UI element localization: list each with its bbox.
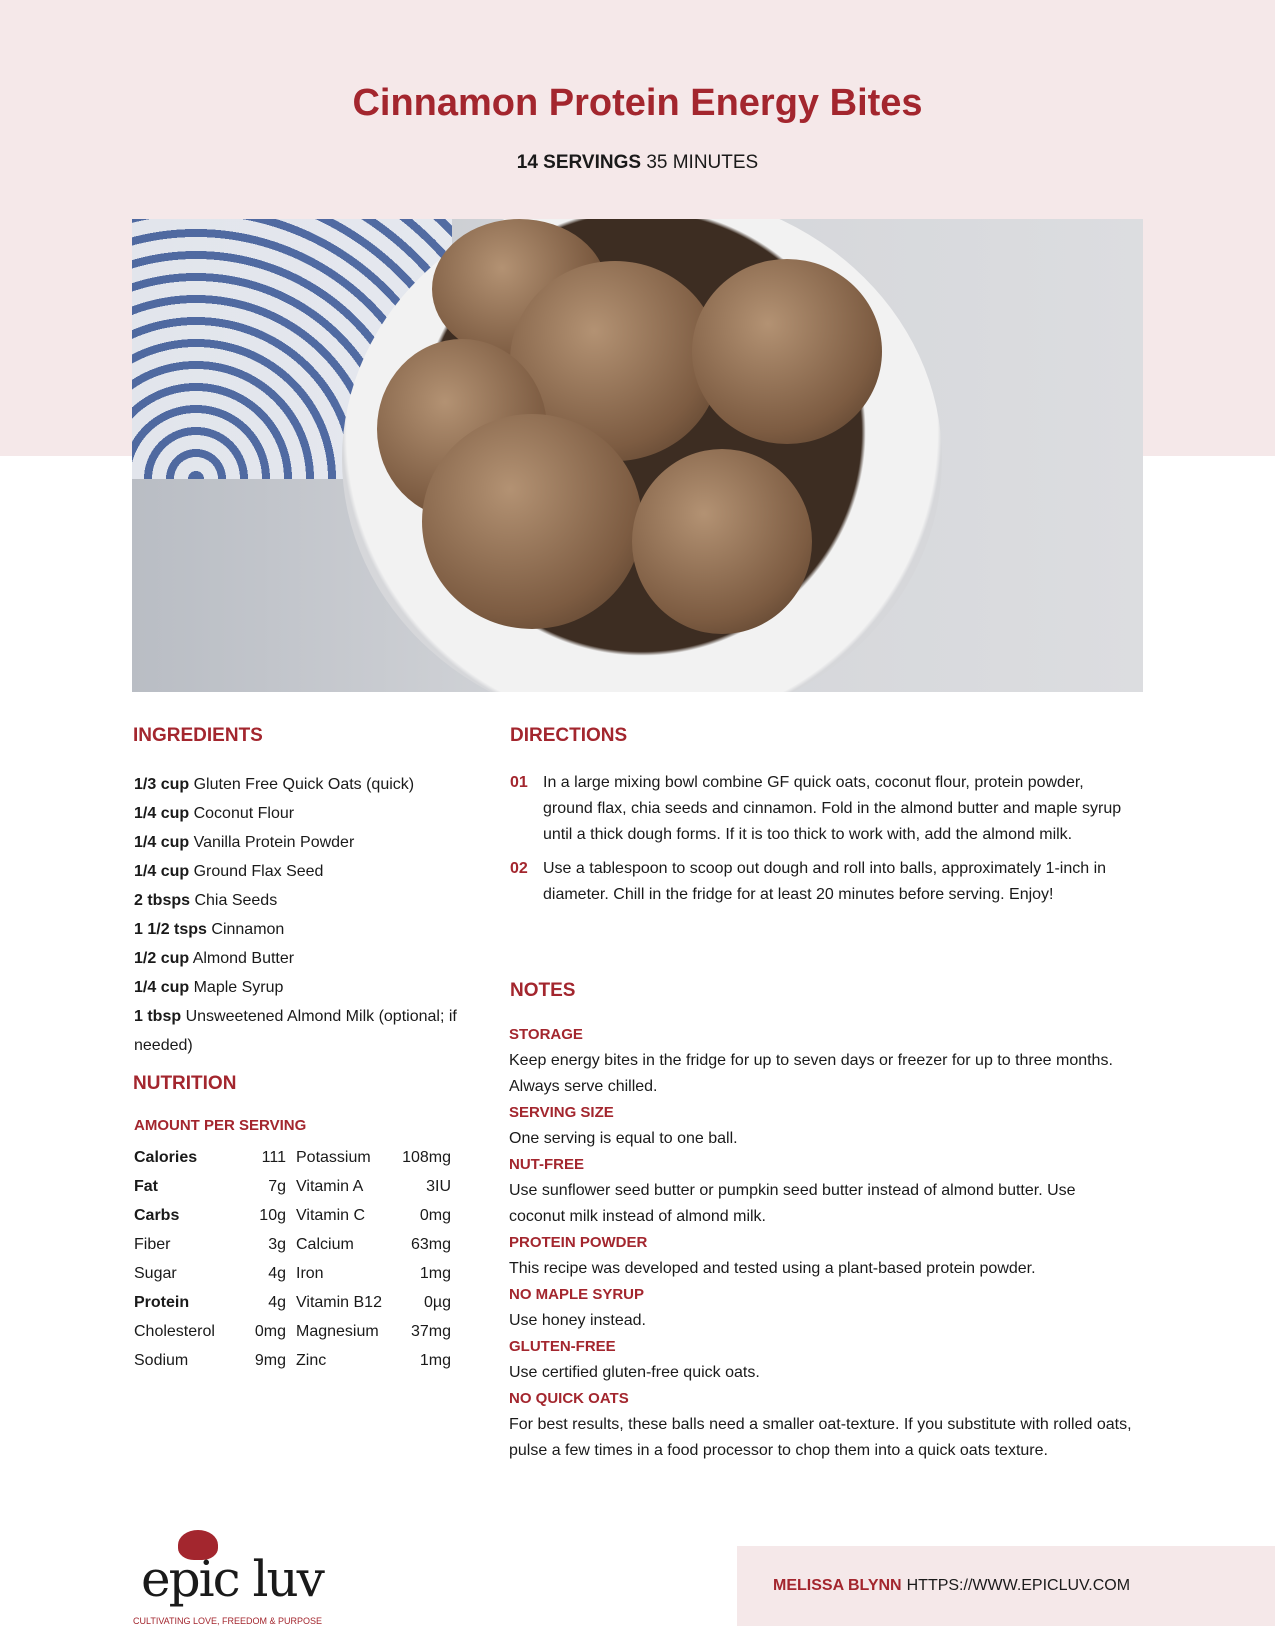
step-text: In a large mixing bowl combine GF quick oats, coconut flour, protein powder, ground flax, chia seeds and cinnamon. Fold in the almond butter and maple syrup until a thick dough forms. If it is too thick to work with, add the almond milk.	[543, 774, 1122, 843]
note	[509, 1022, 1134, 1100]
nutrient-value: 111	[261, 1148, 286, 1166]
logo-tagline: CULTIVATING LOVE, FREEDOM & PURPOSE	[133, 1616, 323, 1626]
nutrient-label: Sodium	[134, 1351, 189, 1369]
note	[509, 1386, 1134, 1464]
notes-list	[509, 1022, 1134, 1464]
ingredient-name: Chia Seeds	[194, 892, 278, 909]
directions-list	[510, 770, 1130, 916]
ingredient-qty: 2 tbsps	[134, 892, 191, 909]
nutrient-label: Magnesium	[296, 1322, 379, 1340]
recipe-meta	[0, 152, 1275, 174]
note-heading: NUT-FREE	[509, 1156, 584, 1173]
nutrient-label: Cholesterol	[134, 1322, 215, 1340]
ingredient-qty: 1 tbsp	[134, 1008, 182, 1025]
recipe-title: Cinnamon Protein Energy Bites	[352, 82, 923, 124]
note-heading: GLUTEN-FREE	[509, 1338, 616, 1355]
nutrition-table	[134, 1143, 451, 1375]
nutrient-value: 1mg	[419, 1264, 451, 1282]
nutrition-row	[134, 1143, 451, 1172]
nutrient-label: Zinc	[296, 1351, 327, 1369]
nutrient-value: 4g	[268, 1264, 286, 1282]
step-number: 01	[510, 774, 528, 791]
nutrient-value: 9mg	[254, 1351, 286, 1369]
nutrient-label: Protein	[134, 1293, 190, 1311]
ingredients-heading: INGREDIENTS	[133, 725, 263, 746]
note-text: Use honey instead.	[509, 1312, 646, 1329]
ingredient-qty: 1/3 cup	[134, 776, 190, 793]
nutrient-value: 0µg	[423, 1293, 451, 1311]
footer	[737, 1546, 1275, 1626]
ingredient-name: Ground Flax Seed	[193, 863, 324, 880]
note-heading: STORAGE	[509, 1026, 583, 1043]
note-heading: NO MAPLE SYRUP	[509, 1286, 645, 1303]
nutrient-label: Vitamin A	[296, 1177, 364, 1195]
ingredient-qty: 1/4 cup	[134, 979, 190, 996]
note-text: Use certified gluten-free quick oats.	[509, 1364, 760, 1381]
website-link[interactable]: HTTPS://WWW.EPICLUV.COM	[906, 1577, 1131, 1594]
nutrient-value: 1mg	[419, 1351, 451, 1369]
notes-heading: NOTES	[510, 980, 576, 1001]
nutrient-label: Calories	[134, 1148, 198, 1166]
ingredient-item	[134, 886, 464, 915]
nutrition-row	[134, 1172, 451, 1201]
nutrient-value: 0mg	[419, 1206, 451, 1224]
nutrient-value: 0mg	[254, 1322, 286, 1340]
ingredient-item	[134, 1002, 464, 1060]
nutrient-label: Fat	[134, 1177, 158, 1195]
note-text: Keep energy bites in the fridge for up to seven days or freezer for up to three months. Always serve chilled.	[509, 1052, 1113, 1095]
note-heading: SERVING SIZE	[509, 1104, 614, 1121]
epic-luv-logo	[133, 1530, 323, 1630]
nutrient-label: Iron	[296, 1264, 324, 1282]
servings: 14 SERVINGS	[516, 152, 642, 173]
ingredient-item	[134, 944, 464, 973]
nutrient-label: Calcium	[296, 1235, 354, 1253]
nutrition-row	[134, 1201, 451, 1230]
step-number: 02	[510, 860, 528, 877]
note-text: One serving is equal to one ball.	[509, 1130, 738, 1147]
nutrition-heading: NUTRITION	[133, 1073, 237, 1094]
ingredients-list	[134, 770, 464, 1060]
nutrition-row	[134, 1317, 451, 1346]
nutrient-label: Fiber	[134, 1235, 171, 1253]
ingredient-item	[134, 857, 464, 886]
nutrition-row	[134, 1230, 451, 1259]
ingredient-name: Almond Butter	[192, 950, 295, 967]
nutrient-value: 7g	[268, 1177, 286, 1195]
note	[509, 1152, 1134, 1230]
recipe-photo	[132, 219, 1143, 692]
ingredient-name: Vanilla Protein Powder	[193, 834, 355, 851]
author: MELISSA BLYNN	[773, 1577, 902, 1594]
ingredient-name: Cinnamon	[211, 921, 285, 938]
note-heading: NO QUICK OATS	[509, 1390, 629, 1407]
nutrition-subheading: AMOUNT PER SERVING	[134, 1117, 307, 1134]
ingredient-name: Maple Syrup	[193, 979, 284, 996]
note-text: Use sunflower seed butter or pumpkin seed butter instead of almond butter. Use coconut milk instead of almond milk.	[509, 1182, 1076, 1225]
nutrition-row	[134, 1346, 451, 1375]
ingredient-item	[134, 973, 464, 1002]
nutrient-value: 63mg	[410, 1235, 451, 1253]
nutrient-label: Vitamin B12	[296, 1293, 382, 1311]
step-text: Use a tablespoon to scoop out dough and roll into balls, approximately 1-inch in diameter. Chill in the fridge for at least 20 minutes before serving. Enjoy!	[543, 860, 1107, 903]
nutrition-row	[134, 1288, 451, 1317]
nutrition-row	[134, 1259, 451, 1288]
note-text: For best results, these balls need a smaller oat-texture. If you substitute with rolled oats, pulse a few times in a food processor to chop them into a quick oats texture.	[509, 1416, 1132, 1459]
note-heading: PROTEIN POWDER	[509, 1234, 648, 1251]
logo-word: epic luv	[141, 1550, 323, 1608]
ingredient-name: Unsweetened Almond Milk (optional; if needed)	[134, 1008, 457, 1054]
nutrient-label: Potassium	[296, 1148, 371, 1166]
note	[509, 1334, 1134, 1386]
nutrient-value: 10g	[259, 1206, 286, 1224]
ingredient-qty: 1/2 cup	[134, 950, 190, 967]
time: 35 MINUTES	[646, 152, 759, 173]
ingredient-qty: 1/4 cup	[134, 834, 190, 851]
note	[509, 1282, 1134, 1334]
directions-heading: DIRECTIONS	[510, 725, 628, 746]
note	[509, 1100, 1134, 1152]
nutrient-value: 3g	[268, 1235, 286, 1253]
ingredient-name: Coconut Flour	[193, 805, 295, 822]
nutrient-value: 37mg	[410, 1322, 451, 1340]
nutrient-value: 108mg	[402, 1148, 451, 1166]
ingredient-qty: 1/4 cup	[134, 863, 190, 880]
ingredient-qty: 1/4 cup	[134, 805, 190, 822]
nutrient-label: Sugar	[134, 1264, 177, 1282]
ingredient-item	[134, 915, 464, 944]
note-text: This recipe was developed and tested using a plant-based protein powder.	[509, 1260, 1036, 1277]
direction-step	[510, 770, 1130, 848]
nutrient-value: 4g	[268, 1293, 286, 1311]
nutrient-label: Carbs	[134, 1206, 180, 1224]
nutrient-value: 3IU	[426, 1177, 451, 1195]
nutrient-label: Vitamin C	[296, 1206, 366, 1224]
direction-step	[510, 856, 1130, 908]
ingredient-qty: 1 1/2 tsps	[134, 921, 207, 938]
ingredient-item	[134, 770, 464, 799]
ingredient-item	[134, 828, 464, 857]
ingredient-name: Gluten Free Quick Oats (quick)	[193, 776, 415, 793]
ingredient-item	[134, 799, 464, 828]
note	[509, 1230, 1134, 1282]
